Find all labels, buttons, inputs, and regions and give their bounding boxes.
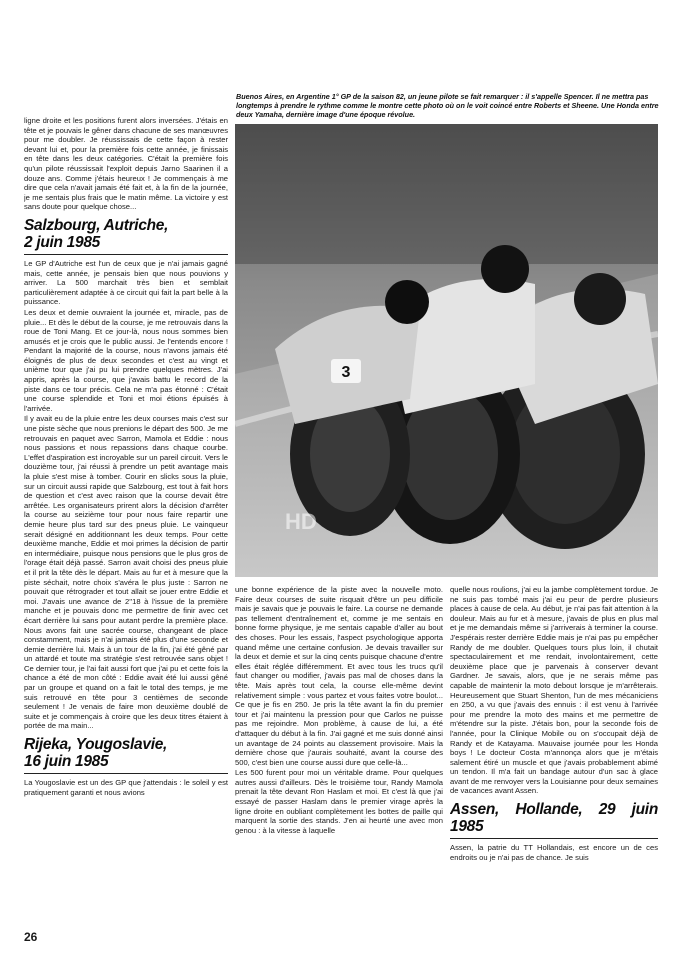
number-plate: 3 bbox=[341, 364, 351, 381]
page-number: 26 bbox=[24, 930, 38, 944]
paragraph: Assen, la patrie du TT Hollandais, est encore un de ces endroits ou je n'ai pas de chance. Je suis bbox=[450, 843, 658, 862]
section-heading-rijeka: Rijeka, Yougoslavie, 16 juin 1985 bbox=[24, 736, 228, 774]
photo-caption: Buenos Aires, en Argentine 1° GP de la saison 82, un jeune pilote se fait remarquer : il s'appelle Spencer. Il ne mettra pas longtemps à prendre le rythme comme le montre cette photo où on le voit coincé entre Roberts et Sheene. Une Honda entre deux Yamaha, dernière image d'une époque révolue. bbox=[236, 92, 659, 119]
text-column-left bbox=[24, 116, 228, 914]
watermark: HD bbox=[285, 509, 317, 534]
paragraph: Les deux et demie ouvraient la journée et, miracle, pas de pluie... Et dès le début de la course, je me retrouvais dans la roue de Toni Mang. Et ce jour-là, nous nous sommes bien amusés et je crois que le public aussi. Je l'entends encore ! Pendant la majorité de la course, nous n'avons jamais été éloignés de plus de deux secondes et c'est au vingt et unième tour que j'ai pu lui prendre quelques mètres. J'ai appris, après la course, que j'avais battu le record de la piste dans ce tour précis. Cela ne m'a pas étonné : C'était une course splendide et Toni et moi étions épuisés à l'arrivée. bbox=[24, 307, 228, 413]
text-column-right bbox=[450, 585, 658, 945]
race-photo-illustration bbox=[235, 124, 658, 577]
intro-paragraph: ligne droite et les positions furent alors inversées. J'étais en tête et je pouvais le gêner dans chacune de ses manœuvres pour me doubler. Je réussissais de cette façon à rester devant lui et, pour la première fois cette année, je finissais en tête dans les deux catégories. C'était la première fois qu'un pilote réussissait l'exploit depuis Jarno Saarinen il a douze ans. Comme j'étais heureux ! Je commençais à me dire que cela n'avait jamais été fait et, à la fin de la journée, je me sentais plus frais que le matin même. La victoire y est sans doute pour quelque chose... bbox=[24, 116, 228, 212]
paragraph: une bonne expérience de la piste avec la nouvelle moto. Faire deux courses de suite risquait d'être un peu difficile mais je savais que je pouvais le faire. La course ne demande pas tellement d'entraînement et, comme je me sentais en bonne forme physique, je me sentais capable d'aller au bout des choses. Pour les essais, l'aspect psychologique apporta quand même une certaine confusion. Je devais travailler sur la deux et demie et sur la cinq cents puisque chacune d'entre elles était réglée différemment. Et avec tous les trucs qu'il faut changer ou modifier, j'avais pas mal de choses dans la tête. Mais après tout cela, la course elle-même devint relativement simple : vous partez et vous faites votre boulot... Ce que je fis en 250. Je pris la tête avant la fin du premier tour et j'ai maintenu la pression pour que Carlos ne puisse pas me rejoindre. Mon problème, à cause de lui, a été d'attaquer du début à la fin. J'ai gagné et me suis donné ainsi un avantage de 24 points au classement provisoire. Mais la dernière chose que j'aurais souhaité, avant la course des 500, c'est bien une course aussi dure que celle-là... bbox=[235, 585, 443, 767]
text-column-middle bbox=[235, 585, 443, 945]
paragraph: Les 500 furent pour moi un véritable drame. Pour quelques autres aussi d'ailleurs. Dès le troisième tour, Randy Mamola prenait la tête devant Ron Haslam et moi. Et c'est là que j'ai essayé de passer Haslam dans le premier virage après la ligne droite en oubliant complètement les bottes de paille qui marquent la sortie des stands. J'en ai heurté une avec mon genou : à la vitesse à laquelle bbox=[235, 768, 443, 835]
paragraph: Le GP d'Autriche est l'un de ceux que je n'ai jamais gagné mais, cette année, je pensais bien que nous pouvions y arriver. La 500 marchait très bien et semblait particulièrement adaptée à ce circuit qui fait la part belle à la puissance. bbox=[24, 258, 228, 307]
section-heading-assen: Assen, Hollande, 29 juin 1985 bbox=[450, 801, 658, 839]
paragraph: quelle nous roulions, j'ai eu la jambe complètement tordue. Je ne suis pas tombé mais j'ai eu peur de perdre plusieurs places à cause de cela. Au début, je n'ai pas fait attention à la douleur. Mais au fur et à mesure, j'avais de plus en plus mal et je me demandais même si j'arriverais à terminer la course. J'espérais rester derrière Eddie mais je n'ai pas pu empêcher Randy de me doubler. Quelques tours plus loin, il chutait spectaculairement et me rendait, involontairement, cette deuxième place que je parvenais à conserver devant Gardner. Je savais, alors, que je ne serais même pas capable de maintenir la moto debout lorsque je m'arrêterais. Heureusement que Stuart Shenton, l'un de mes mécaniciens en 250, a vu que j'avais des ennuis : il est venu à l'arrivée pour me prendre la moto des mains et me permettre de m'étendre sur la piste. J'étais bon, pour la seconde fois de l'année, pour la Clinique Mobile ou on s'occupait déjà de Randy et de Katayama. Mauvaise journée pour les Honda boys ! Le docteur Costa m'annonça alors que je m'étais salement étiré un muscle et que j'avais probablement abimé un tendon. Il m'a fait un bandage autour d'un sac à glace avant de me renvoyer vers la Louisianne pour deux semaines de vacances avant Assen. bbox=[450, 585, 658, 796]
race-photo bbox=[235, 124, 658, 577]
paragraph: Il y avait eu de la pluie entre les deux courses mais c'est sur une piste sèche que nous prenions le départ des 500. Je me retrouvais en paquet avec Sarron, Mamola et Eddie : nous nous passions et nous repassions dans chaque courbe. L'effet d'aspiration est incroyable sur un pareil circuit. Vers le douzième tour, j'ai réussi à prendre un petit avantage mais la pluie s'est mise à tomber. Courir en slicks sous la pluie, sur un circuit aussi rapide que Salzbourg, est tout à fait hors de question et c'est avec raison que la course devait être arrêtée. Les organisateurs prirent alors la décision d'arrêter la course au seizième tour pour nous faire repartir une demie heure plus tard sur des pneus pluie. Le vainqueur serait désigné en additionnant les deux temps. Pour cette deuxième manche, Eddie et moi primes la décision de partir en intermédiaire, puisque nous pensions que le plus gros de l'orage était déjà passé. Sarron avait choisi des pneus pluie et il prit la tête dès le départ. Mais au fur et à mesure que la piste séchait, notre choix s'avéra le plus juste : Sarron ne pouvait que rétrograder et tout allait se jouer entre Eddie et moi. J'avais une avance de 2''18 à l'issue de la première manche et je pouvais donc me permettre de finir avec cet écart derrière lui sans pour autant perdre la première place. Nous avons fait une sacrée course, changeant de place constamment, mais je n'ai jamais été plus d'une seconde et demie derrière lui. Mais à un tour de la fin, j'ai été gêné par un attardé et toute ma stratégie s'est retrouvée sans objet ! Ce dernier tour, je l'ai fait aussi fort que j'ai pu et cette fois la chance a été de mon côté : Eddie avait été lui aussi gêné par un groupe et quand on a fait le total des temps, je me suis retrouvé en tête pour 3 centièmes de seconde seulement ! Je venais de faire mon deuxième doublé de suite et je commençais à croire que les deux titres étaient à portée de ma main... bbox=[24, 414, 228, 731]
section-heading-salzbourg: Salzbourg, Autriche, 2 juin 1985 bbox=[24, 217, 228, 255]
paragraph: La Yougoslavie est un des GP que j'attendais : le soleil y est pratiquement garanti et nous avions bbox=[24, 778, 228, 797]
